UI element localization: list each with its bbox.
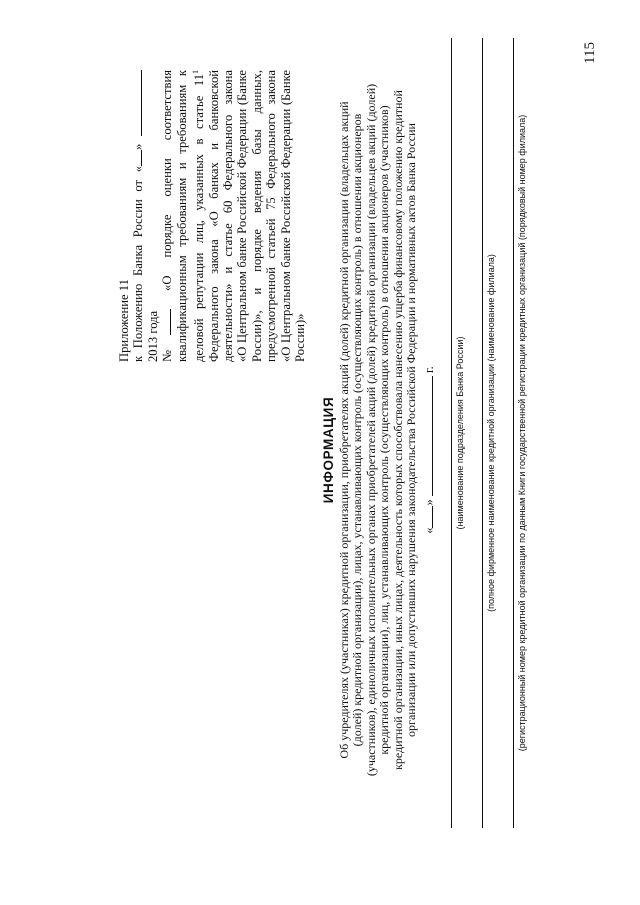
appendix-last-line: России)» [293,313,308,362]
day-blank [141,150,142,166]
appendix-line-1: квалификационным требованиям и требованиям к [174,70,189,362]
date-line [422,20,437,880]
intro-line: Об учредителях (участниках) кредитной организации, приобретателях акций (долей) кредитной организации (владельцах акций [337,101,351,759]
appendix-line-0: № «О порядке оценки соответствия [160,70,175,362]
appendix-header [117,70,307,362]
appendix-regulation-ref [131,70,160,362]
intro-line: кредитной организации, иных лицах, деятельность которых способствовала нанесению ущерба финансовому положению кредитной [390,90,405,770]
month-blank [141,70,142,136]
rotated-page [10,20,630,880]
field-rule [513,38,514,828]
appendix-line-7: предусмотренной статьей 75 Федерального закона [264,70,279,362]
appendix-title: Приложение 11 [117,279,131,362]
appendix-line-5: «О Центральном банке Российской Федерации (Банке [235,70,250,362]
footnote-mark: 1 [191,70,201,74]
date-close-quote: » [422,499,436,506]
page-number: 115 [582,42,598,64]
field-rule [482,38,483,828]
year-text: 2013 года [145,310,160,362]
intro-line: кредитной организации), лиц, устанавливающих контроль (осуществляющих контроль) в отношении акционеров (участников) [377,105,392,755]
date-year-suffix: г. [422,366,436,374]
appendix-line-2: деловой репутации лиц, указанных в статье $11^1$ [191,70,207,362]
appendix-line-8: «О Центральном банке Российской Федерации (Банке [278,70,293,362]
quote-close: » [131,143,146,150]
appendix-line-4: деятельности» и статье 60 Федерального закона [221,70,236,362]
date-day-blank [432,506,433,528]
number-sign: № [160,335,175,362]
intro-line: организации или допустивших нарушения законодательства Российской Федерации и нормативных актов Банка России [404,123,419,737]
number-blank [170,309,171,335]
field-caption: (полное фирменное наименование кредитной организации (наименование филиала) [486,254,496,612]
intro-line: (долей) кредитной организации), лицах, устанавливающих контроль (осуществляющих контроль) в отношении акционеров [350,113,365,747]
regulation-prefix: к Положению Банка России от « [131,165,146,362]
field-caption: (регистрационный номер кредитной организации по данным Книги государственной регистрации кредитных организаций (порядковый номер филиала) [517,114,527,752]
intro-paragraph [338,35,418,825]
field-rule [451,38,452,828]
registration-number-field [513,38,527,828]
appendix-line-3: Федерального закона «О банках и банковской [206,70,221,362]
field-caption: (наименование подразделения Банка России) [455,336,465,530]
appendix-line-6: России)», и порядке ведения базы данных, [249,70,264,362]
date-month-blank [432,376,433,496]
bank-division-field [451,38,465,828]
intro-line: (участников), единоличных исполнительных органах приобретателей акций (долей) кредитной организации (владельцев акций (долей) [363,83,378,777]
document-heading: ИНФОРМАЦИЯ [321,396,336,504]
date-open-quote: « [422,527,436,534]
credit-org-name-field [482,38,496,828]
